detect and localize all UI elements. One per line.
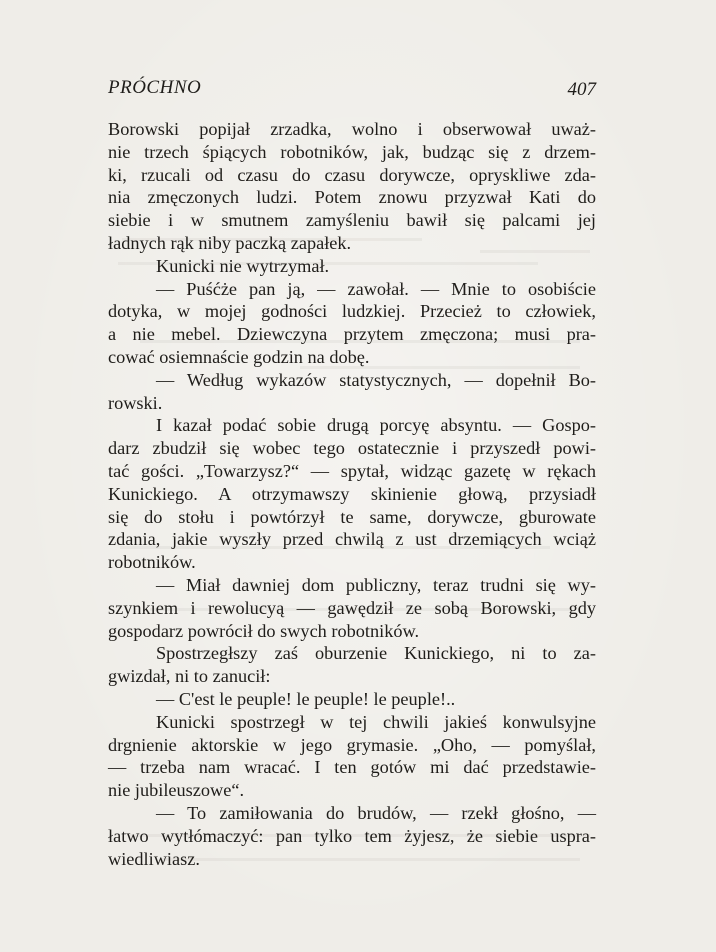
text-line: — To zamiłowania do brudów, — rzekł głośno, — [156,802,596,823]
text-line: a nie mebel. Dziewczyna przytem zmęczona; musi pra- [108,324,596,345]
text-line: Kunicki spostrzegł w tej chwili jakieś konwulsyjne [156,711,596,732]
text-line: robotników. [108,552,196,573]
text-line: gospodarz powrócił do swych robotników. [108,620,420,641]
text-line: Borowski popijał zrzadka, wolno i obserwował uważ- [108,119,596,139]
text-line: ładnych rąk niby paczką zapałek. [108,232,352,253]
text-line: ki, rzucali od czasu do czasu dorywcze, opryskliwe zda- [108,164,596,185]
text-line: dotyka, w mojej godności ludzkiej. Przecież to człowiek, [108,301,596,322]
text-line: Spostrzegłszy zaś oburzenie Kunickiego, ni to za- [156,643,596,664]
text-line: tać gości. „Towarzysz?“ — spytał, widząc gazetę w rękach [108,460,596,481]
text-line: I kazał podać sobie drugą porcyę absyntu. — Gospo- [156,415,596,436]
text-line: wiedliwiasz. [108,848,200,869]
text-line: szynkiem i rewolucyą — gawędził ze sobą Borowski, gdy [108,597,596,618]
text-line: darz zbudził się wobec tego ostatecznie i przyszedł powi- [108,438,596,459]
text-line: — C'est le peuple! le peuple! le peuple!.. [156,688,456,709]
text-line: zdania, jakie wyszły przed chwilą z ust drzemiących wciąż [108,529,596,550]
text-line: cować osiemnaście godzin na dobę. [108,346,370,367]
page-header [108,76,596,100]
running-title: PRÓCHNO [108,77,202,98]
text-line: Kunickiego. A otrzymawszy skinienie głową, przysiadł [108,483,596,504]
text-line: się do stołu i powtórzył te same, dorywcze, gburowate [108,506,596,527]
text-line: łatwo wytłómaczyć: pan tylko tem żyjesz, że siebie uspra- [108,825,596,846]
text-line: — Miał dawniej dom publiczny, teraz trudni się wy- [156,574,596,595]
text-line: — Puśćże pan ją, — zawołał. — Mnie to osobiście [156,278,596,299]
text-line: rowski. [108,392,163,413]
page-number: 407 [567,79,596,100]
text-line: nia zmęczonych ludzi. Potem znowu przyzwał Kati do [108,187,596,208]
body-text [108,118,596,870]
text-line: gwizdał, ni to zanucił: [108,666,271,687]
text-line: nie jubileuszowe“. [108,780,245,801]
text-line: siebie i w smutnem zamyśleniu bawił się palcami jej [108,210,596,231]
text-line: — Według wykazów statystycznych, — dopełnił Bo- [156,369,596,390]
text-line: Kunicki nie wytrzymał. [156,255,330,276]
text-line: — trzeba nam wracać. I ten gotów mi dać przedstawie- [108,757,596,778]
text-line: drgnienie aktorskie w jego grymasie. „Oho, — pomyślał, [108,734,596,755]
text-line: nie trzech śpiących robotników, jak, budząc się z drzem- [108,141,596,162]
